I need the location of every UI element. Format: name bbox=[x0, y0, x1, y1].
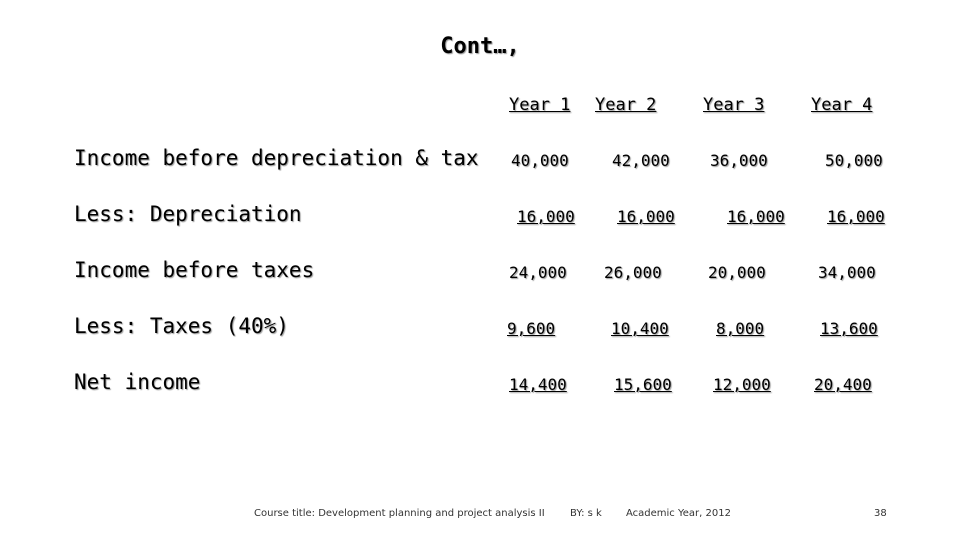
row-label-taxes: Less: Taxes (40%) bbox=[74, 314, 289, 338]
cell-r1-c2: 16,000 bbox=[727, 207, 785, 226]
page-number: 38 bbox=[874, 508, 887, 519]
cell-r0-c0: 40,000 bbox=[511, 151, 569, 170]
header-year-2: Year 2 bbox=[595, 95, 657, 115]
cell-r2-c2: 20,000 bbox=[708, 263, 766, 282]
row-label-income-before-taxes: Income before taxes bbox=[74, 258, 315, 282]
cell-r3-c2: 8,000 bbox=[716, 319, 765, 338]
cell-r1-c0: 16,000 bbox=[517, 207, 575, 226]
header-year-1: Year 1 bbox=[509, 95, 571, 115]
footer-academic-year: Academic Year, 2012 bbox=[626, 508, 731, 519]
header-year-3: Year 3 bbox=[703, 95, 765, 115]
cell-r3-c1: 10,400 bbox=[611, 319, 669, 338]
header-year-4: Year 4 bbox=[811, 95, 873, 115]
cell-r2-c0: 24,000 bbox=[509, 263, 567, 282]
row-label-income-before-dep: Income before depreciation & tax bbox=[74, 146, 479, 170]
cell-r2-c3: 34,000 bbox=[818, 263, 876, 282]
cell-r3-c0: 9,600 bbox=[507, 319, 556, 338]
cell-r0-c2: 36,000 bbox=[710, 151, 768, 170]
cell-r3-c3: 13,600 bbox=[820, 319, 878, 338]
row-label-depreciation: Less: Depreciation bbox=[74, 202, 302, 226]
cell-r1-c1: 16,000 bbox=[617, 207, 675, 226]
cell-r4-c2: 12,000 bbox=[713, 375, 771, 394]
cell-r4-c1: 15,600 bbox=[614, 375, 672, 394]
cell-r1-c3: 16,000 bbox=[827, 207, 885, 226]
cell-r0-c3: 50,000 bbox=[825, 151, 883, 170]
cell-r4-c3: 20,400 bbox=[814, 375, 872, 394]
cell-r4-c0: 14,400 bbox=[509, 375, 567, 394]
slide-title: Cont…, bbox=[440, 34, 520, 59]
row-label-net-income: Net income bbox=[74, 370, 201, 394]
footer-course-title: Course title: Development planning and project analysis II bbox=[254, 508, 545, 519]
cell-r0-c1: 42,000 bbox=[612, 151, 670, 170]
cell-r2-c1: 26,000 bbox=[604, 263, 662, 282]
footer-author: BY: s k bbox=[570, 508, 602, 519]
